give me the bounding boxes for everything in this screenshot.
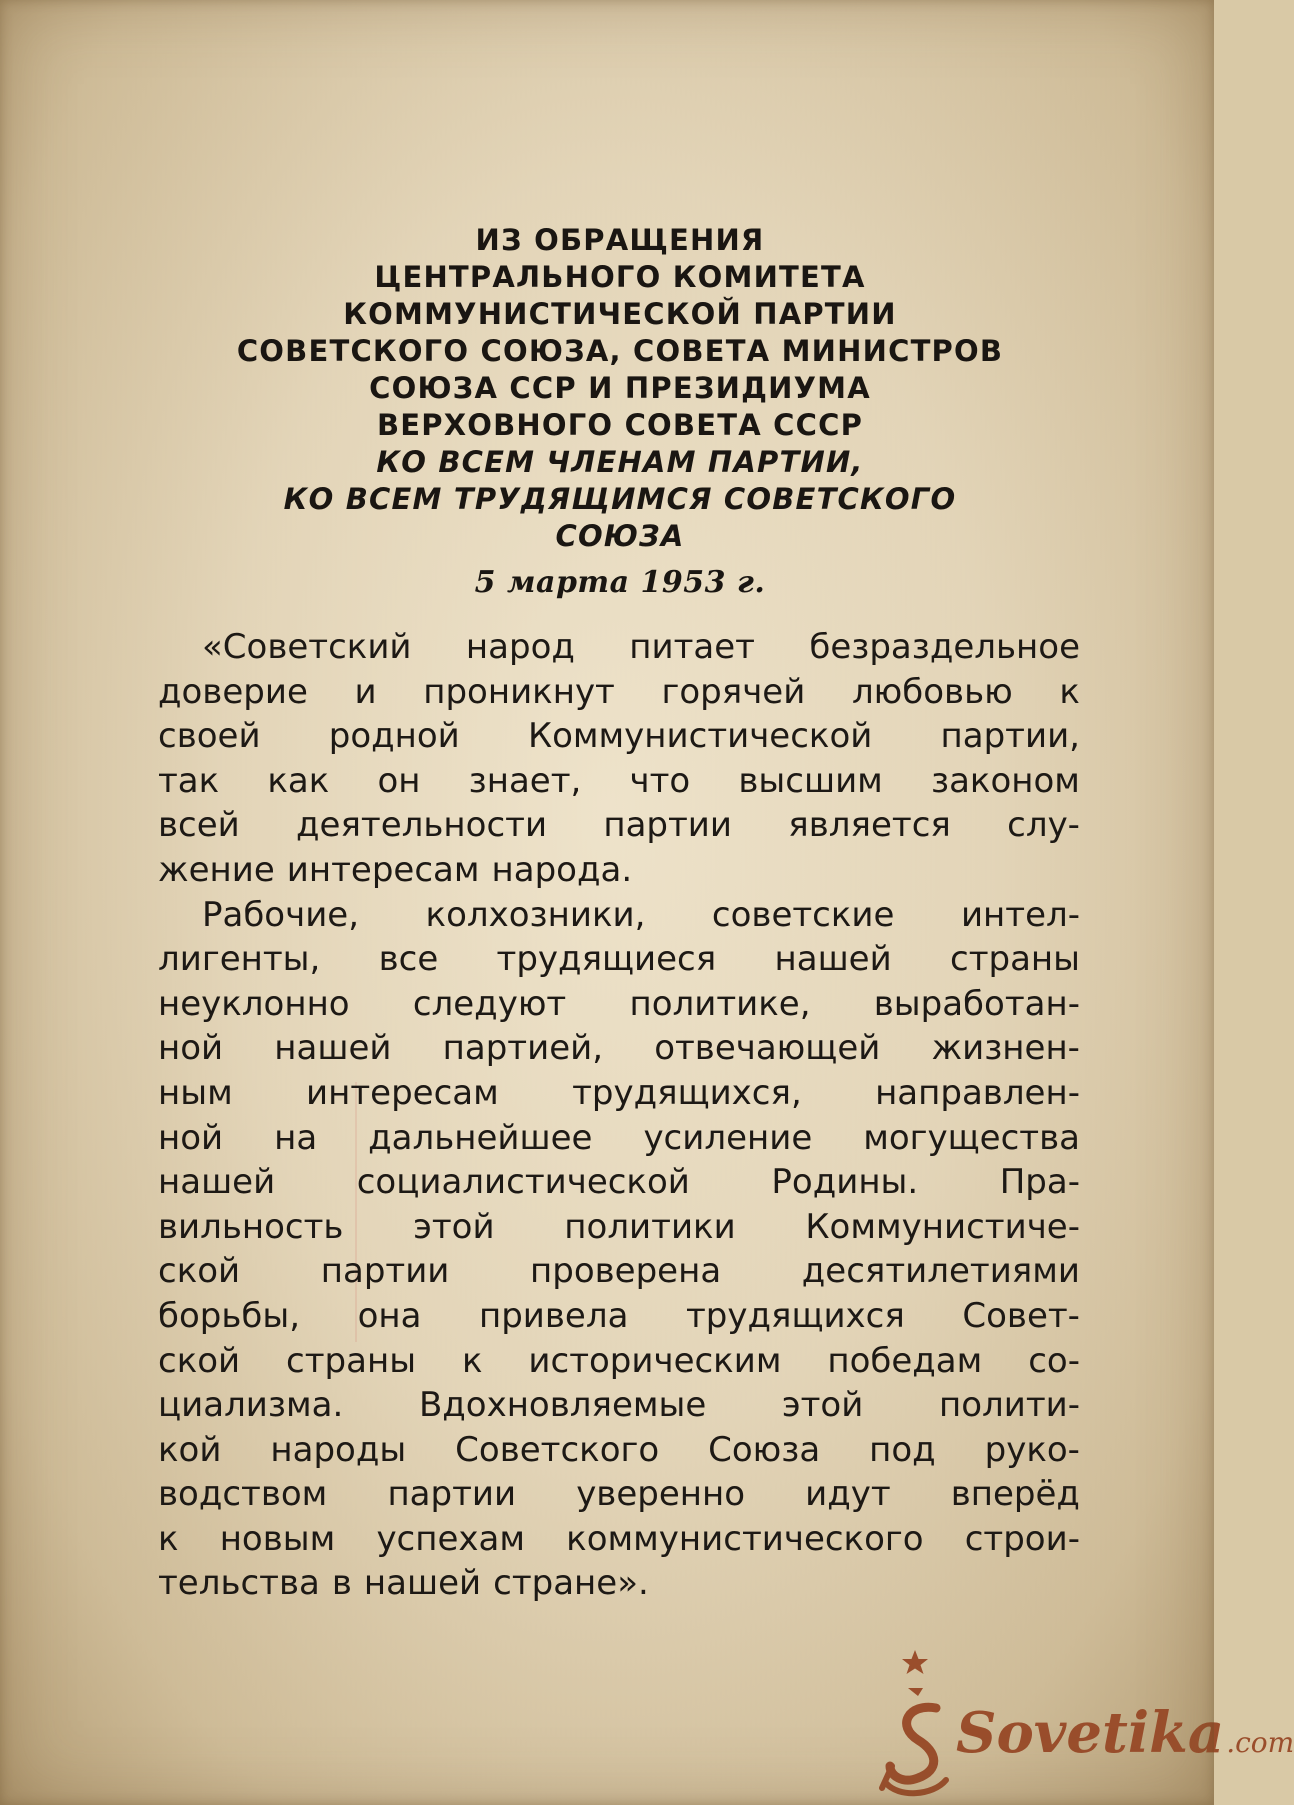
word: к <box>158 1518 179 1559</box>
word: направлен- <box>875 1072 1080 1113</box>
word: Коммунистической <box>527 716 873 757</box>
word: социалистической <box>356 1162 690 1203</box>
word: трудящиеся <box>496 939 717 980</box>
word: трудящихся, <box>572 1072 802 1113</box>
sovetika-logo <box>878 1648 1294 1798</box>
word: привела <box>478 1295 629 1336</box>
word: борьбы, <box>158 1295 301 1336</box>
body-line <box>158 848 1080 893</box>
body-line <box>158 1160 1080 1205</box>
word: нашей <box>158 1162 276 1203</box>
word: дальнейшее <box>368 1117 593 1158</box>
body-line <box>158 1205 1080 1250</box>
word: отвечающей <box>654 1028 881 1069</box>
word: партии <box>603 805 732 846</box>
word: этой <box>413 1206 495 1247</box>
word: она <box>357 1295 422 1336</box>
word: победам <box>827 1340 983 1381</box>
word: к <box>461 1340 483 1381</box>
word: знает, <box>468 760 582 801</box>
word: Союза <box>708 1429 821 1470</box>
header-line: ИЗ ОБРАЩЕНИЯ <box>475 223 765 257</box>
word: вильность <box>158 1206 344 1247</box>
word: лигенты, <box>158 939 321 980</box>
word: проверена <box>530 1251 722 1292</box>
word: ным <box>158 1072 233 1113</box>
body-line <box>158 1428 1080 1473</box>
word: страны <box>286 1340 417 1381</box>
document-body <box>158 625 1080 1606</box>
body-line <box>158 670 1080 715</box>
word: ской <box>158 1340 241 1381</box>
word: «Советский <box>202 627 412 667</box>
word: тельства <box>158 1563 320 1604</box>
body-line <box>158 937 1080 982</box>
logo-domain: .com <box>1226 1726 1294 1759</box>
word: Пра- <box>999 1162 1080 1203</box>
word: Родины. <box>771 1162 919 1203</box>
body-line <box>158 714 1080 759</box>
header-line: СОВЕТСКОГО СОЮЗА, СОВЕТА МИНИСТРОВ <box>236 334 1004 368</box>
body-line <box>158 893 1080 938</box>
body-line <box>158 1249 1080 1294</box>
body-line <box>158 1517 1080 1562</box>
word: он <box>377 760 421 801</box>
word: историческим <box>528 1340 782 1381</box>
word: что <box>629 760 691 801</box>
word: Совет- <box>962 1295 1080 1336</box>
word: Советского <box>455 1429 660 1470</box>
word: вперёд <box>950 1474 1080 1515</box>
document-date: 5 марта 1953 г. <box>474 565 766 600</box>
word: партии <box>320 1251 450 1292</box>
word: как <box>267 760 330 801</box>
word: народа. <box>491 849 633 890</box>
word: питает <box>629 627 755 667</box>
body-line <box>158 1472 1080 1517</box>
body-line <box>158 1294 1080 1339</box>
word: к <box>1059 671 1080 712</box>
body-line <box>158 1071 1080 1116</box>
word: политики <box>564 1206 736 1247</box>
word: коммунистического <box>566 1518 924 1559</box>
body-line <box>158 803 1080 848</box>
word: всей <box>158 805 240 846</box>
word: под <box>869 1429 936 1470</box>
word: Рабочие, <box>202 894 360 935</box>
header-italic-line: КО ВСЕМ ЧЛЕНАМ ПАРТИИ, <box>376 445 864 479</box>
word: родной <box>328 716 460 757</box>
word: высшим <box>738 760 883 801</box>
word: партии <box>387 1474 517 1515</box>
word: деятельности <box>296 805 548 846</box>
word: неуклонно <box>158 983 350 1024</box>
word: кой <box>158 1429 222 1470</box>
word: ской <box>158 1251 241 1292</box>
word: интересам <box>306 1072 499 1113</box>
body-line <box>158 625 1080 670</box>
word: своей <box>158 716 261 757</box>
document-header <box>150 222 1090 603</box>
header-line: СОЮЗА ССР И ПРЕЗИДИУМА <box>369 371 871 405</box>
body-line <box>158 1383 1080 1428</box>
word: является <box>788 805 951 846</box>
header-italic-line: КО ВСЕМ ТРУДЯЩИМСЯ СОВЕТСКОГО <box>283 482 957 516</box>
word: законом <box>931 760 1080 801</box>
body-line <box>158 759 1080 804</box>
word: усиление <box>643 1117 813 1158</box>
word: жение <box>158 849 275 890</box>
word: любовью <box>851 671 1013 712</box>
word: так <box>158 760 220 801</box>
header-italic-line: СОЮЗА <box>555 519 685 553</box>
word: народы <box>270 1429 407 1470</box>
word: нашей <box>774 939 892 980</box>
word: новым <box>219 1518 336 1559</box>
word: жизнен- <box>931 1028 1080 1069</box>
word: циализма. <box>158 1385 344 1426</box>
word: нашей <box>363 1563 482 1604</box>
logo-wordmark: Sovetika <box>956 1700 1225 1766</box>
word: проникнут <box>423 671 615 712</box>
word: ной <box>158 1028 224 1069</box>
body-line <box>158 1561 1080 1606</box>
word: водством <box>158 1474 328 1515</box>
word: и <box>354 671 377 712</box>
word: в <box>331 1563 352 1604</box>
word: интересам <box>286 849 480 890</box>
word: ной <box>158 1117 224 1158</box>
word: народ <box>465 627 575 667</box>
word: десятилетиями <box>801 1251 1080 1292</box>
word: слу- <box>1007 805 1080 846</box>
body-line <box>158 1339 1080 1384</box>
word: трудящихся <box>685 1295 905 1336</box>
header-line: ЦЕНТРАЛЬНОГО КОМИТЕТА <box>374 260 866 294</box>
word: могущества <box>863 1117 1080 1158</box>
word: стране». <box>493 1563 649 1604</box>
word: со- <box>1028 1340 1080 1381</box>
word: Коммунистиче- <box>805 1206 1080 1247</box>
word: следуют <box>412 983 567 1024</box>
word: уверенно <box>576 1474 746 1515</box>
word: на <box>274 1117 318 1158</box>
word: строи- <box>964 1518 1080 1559</box>
body-line <box>158 982 1080 1027</box>
word: Вдохновляемые <box>418 1385 707 1426</box>
body-line <box>158 1026 1080 1071</box>
word: руко- <box>984 1429 1080 1470</box>
word: безраздельное <box>809 627 1080 667</box>
word: все <box>378 939 439 980</box>
word: доверие <box>158 671 308 712</box>
word: политике, <box>629 983 811 1024</box>
word: успехам <box>376 1518 526 1559</box>
word: партии, <box>940 716 1080 757</box>
word: горячей <box>661 671 806 712</box>
word: партией, <box>442 1028 604 1069</box>
word: идут <box>805 1474 891 1515</box>
word: нашей <box>274 1028 392 1069</box>
word: этой <box>781 1385 864 1426</box>
word: полити- <box>938 1385 1080 1426</box>
word: колхозники, <box>425 894 646 935</box>
header-line: КОММУНИСТИЧЕСКОЙ ПАРТИИ <box>343 297 897 331</box>
word: интел- <box>960 894 1080 935</box>
word: советские <box>711 894 895 935</box>
body-line <box>158 1116 1080 1161</box>
word: выработан- <box>873 983 1080 1024</box>
header-line: ВЕРХОВНОГО СОВЕТА СССР <box>376 408 864 442</box>
word: страны <box>950 939 1080 980</box>
